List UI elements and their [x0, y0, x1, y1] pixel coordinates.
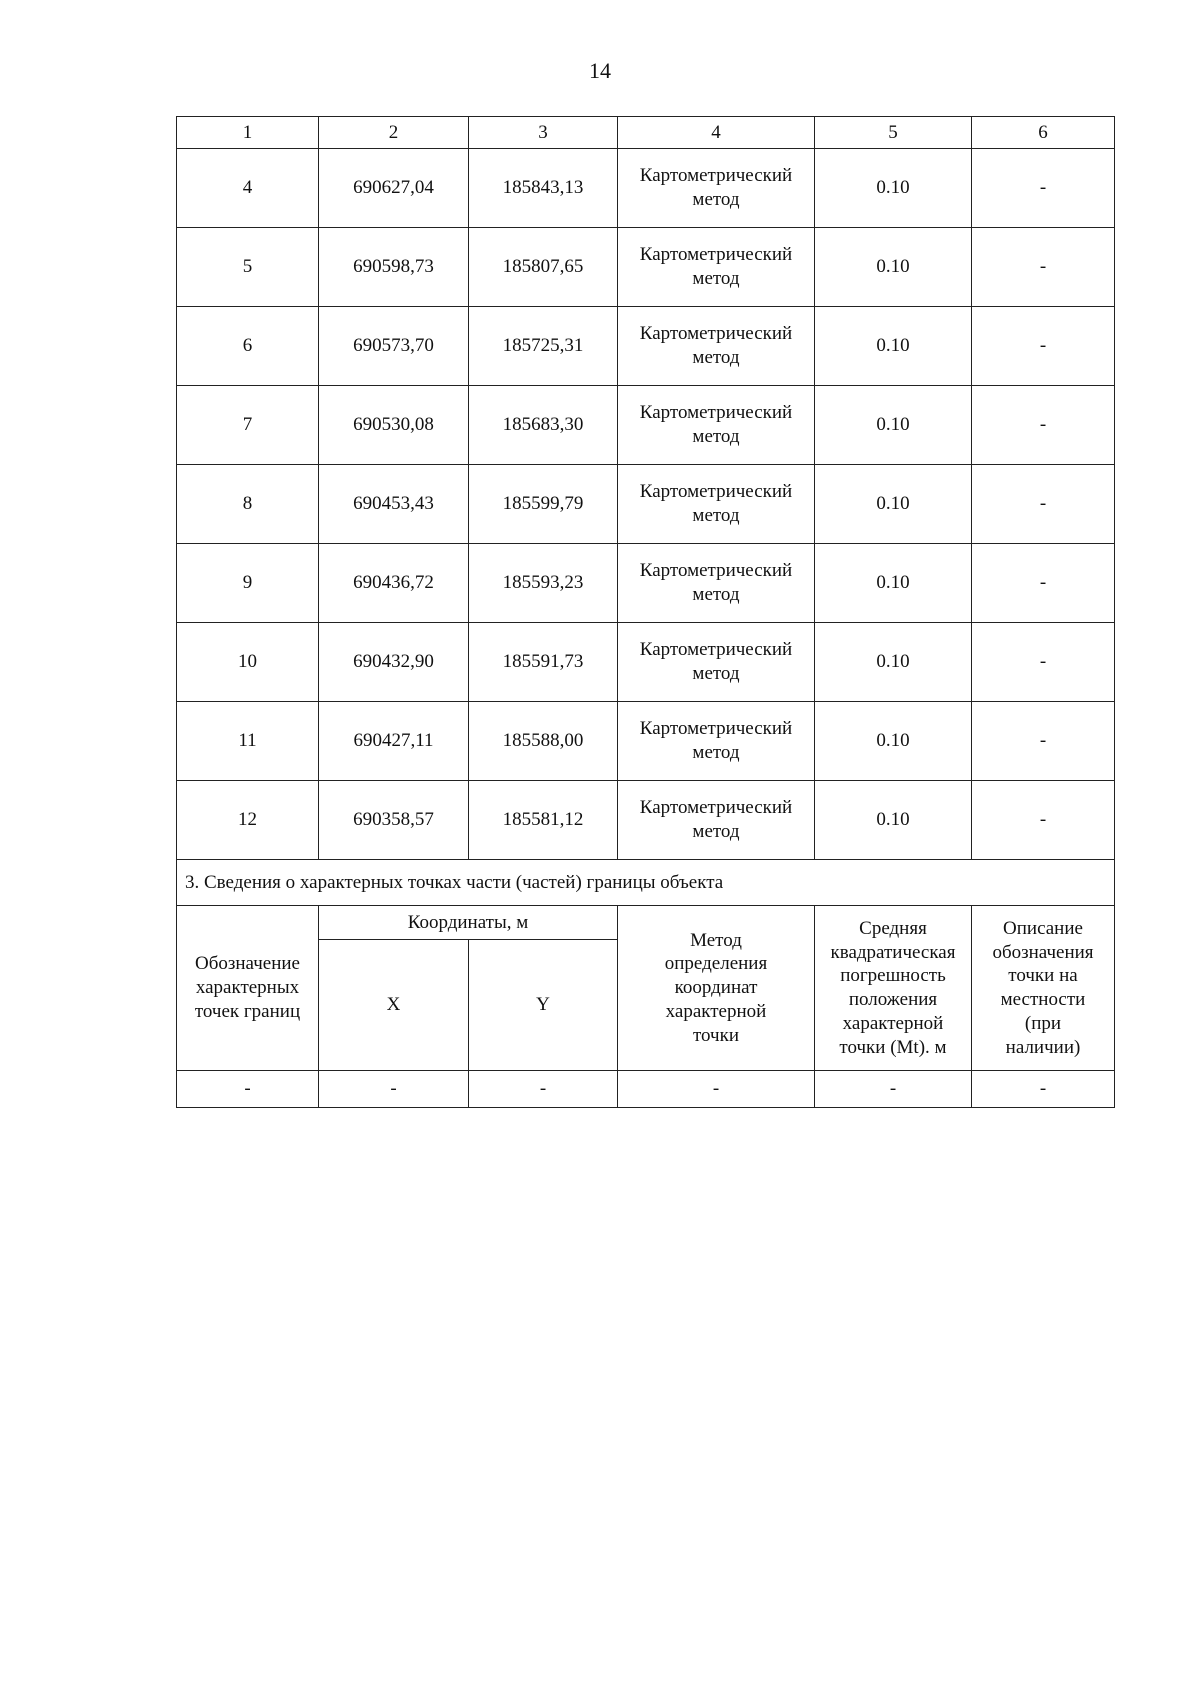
- description-cell: -: [972, 307, 1115, 386]
- boundary-points-table: [176, 116, 1115, 1108]
- empty-cell: -: [177, 1071, 319, 1108]
- accuracy-header: Средняя квадратическая погрешность положения характерной точки (Mt). м: [815, 906, 972, 1071]
- point-cell: 6: [177, 307, 319, 386]
- page-number: 14: [589, 58, 611, 83]
- description-cell: -: [972, 149, 1115, 228]
- x-coordinate-cell: 690598,73: [319, 228, 469, 307]
- accuracy-cell: 0.10: [815, 702, 972, 781]
- table-row: [177, 465, 1115, 544]
- y-coordinate-cell: 185725,31: [469, 307, 618, 386]
- x-coordinate-cell: 690358,57: [319, 781, 469, 860]
- table-row: [177, 702, 1115, 781]
- col-number-4: 4: [618, 117, 815, 149]
- x-coordinate-cell: 690432,90: [319, 623, 469, 702]
- accuracy-cell: 0.10: [815, 623, 972, 702]
- col-number-3: 3: [469, 117, 618, 149]
- coordinates-header: Координаты, м: [319, 906, 618, 940]
- designation-header: Обозначение характерных точек границ: [177, 906, 319, 1071]
- accuracy-cell: 0.10: [815, 465, 972, 544]
- y-coordinate-cell: 185683,30: [469, 386, 618, 465]
- method-cell: Картометрический метод: [618, 465, 815, 544]
- y-coordinate-cell: 185843,13: [469, 149, 618, 228]
- point-cell: 7: [177, 386, 319, 465]
- table-row: [177, 781, 1115, 860]
- section-3-header-row-1: [177, 906, 1115, 940]
- x-header: X: [319, 940, 469, 1071]
- y-coordinate-cell: 185807,65: [469, 228, 618, 307]
- description-cell: -: [972, 702, 1115, 781]
- col-number-2: 2: [319, 117, 469, 149]
- empty-cell: -: [972, 1071, 1115, 1108]
- method-cell: Картометрический метод: [618, 307, 815, 386]
- col-number-1: 1: [177, 117, 319, 149]
- point-cell: 9: [177, 544, 319, 623]
- table-row: [177, 307, 1115, 386]
- y-coordinate-cell: 185593,23: [469, 544, 618, 623]
- table-row: [177, 544, 1115, 623]
- point-cell: 11: [177, 702, 319, 781]
- description-cell: -: [972, 623, 1115, 702]
- x-coordinate-cell: 690453,43: [319, 465, 469, 544]
- description-cell: -: [972, 465, 1115, 544]
- table-row: [177, 623, 1115, 702]
- point-cell: 10: [177, 623, 319, 702]
- y-coordinate-cell: 185581,12: [469, 781, 618, 860]
- empty-cell: -: [618, 1071, 815, 1108]
- y-coordinate-cell: 185591,73: [469, 623, 618, 702]
- method-cell: Картометрический метод: [618, 149, 815, 228]
- description-cell: -: [972, 228, 1115, 307]
- accuracy-cell: 0.10: [815, 149, 972, 228]
- empty-cell: -: [469, 1071, 618, 1108]
- section-3-empty-row: [177, 1071, 1115, 1108]
- description-header: Описание обозначения точки на местности (при наличии): [972, 906, 1115, 1071]
- accuracy-cell: 0.10: [815, 307, 972, 386]
- x-coordinate-cell: 690530,08: [319, 386, 469, 465]
- col-number-6: 6: [972, 117, 1115, 149]
- accuracy-cell: 0.10: [815, 544, 972, 623]
- method-cell: Картометрический метод: [618, 228, 815, 307]
- point-cell: 4: [177, 149, 319, 228]
- y-header: Y: [469, 940, 618, 1071]
- x-coordinate-cell: 690627,04: [319, 149, 469, 228]
- description-cell: -: [972, 544, 1115, 623]
- x-coordinate-cell: 690573,70: [319, 307, 469, 386]
- section-3-title: 3. Сведения о характерных точках части (частей) границы объекта: [177, 860, 1115, 906]
- method-cell: Картометрический метод: [618, 781, 815, 860]
- section-3-title-row: [177, 860, 1115, 906]
- accuracy-cell: 0.10: [815, 781, 972, 860]
- table-row: [177, 149, 1115, 228]
- y-coordinate-cell: 185599,79: [469, 465, 618, 544]
- method-cell: Картометрический метод: [618, 702, 815, 781]
- point-cell: 5: [177, 228, 319, 307]
- description-cell: -: [972, 386, 1115, 465]
- column-number-header-row: [177, 117, 1115, 149]
- col-number-5: 5: [815, 117, 972, 149]
- method-cell: Картометрический метод: [618, 544, 815, 623]
- point-cell: 8: [177, 465, 319, 544]
- method-cell: Картометрический метод: [618, 623, 815, 702]
- x-coordinate-cell: 690427,11: [319, 702, 469, 781]
- table-row: [177, 386, 1115, 465]
- empty-cell: -: [319, 1071, 469, 1108]
- empty-cell: -: [815, 1071, 972, 1108]
- method-header: Метод определения координат характерной точки: [618, 906, 815, 1071]
- point-cell: 12: [177, 781, 319, 860]
- accuracy-cell: 0.10: [815, 386, 972, 465]
- accuracy-cell: 0.10: [815, 228, 972, 307]
- description-cell: -: [972, 781, 1115, 860]
- method-cell: Картометрический метод: [618, 386, 815, 465]
- y-coordinate-cell: 185588,00: [469, 702, 618, 781]
- table-row: [177, 228, 1115, 307]
- x-coordinate-cell: 690436,72: [319, 544, 469, 623]
